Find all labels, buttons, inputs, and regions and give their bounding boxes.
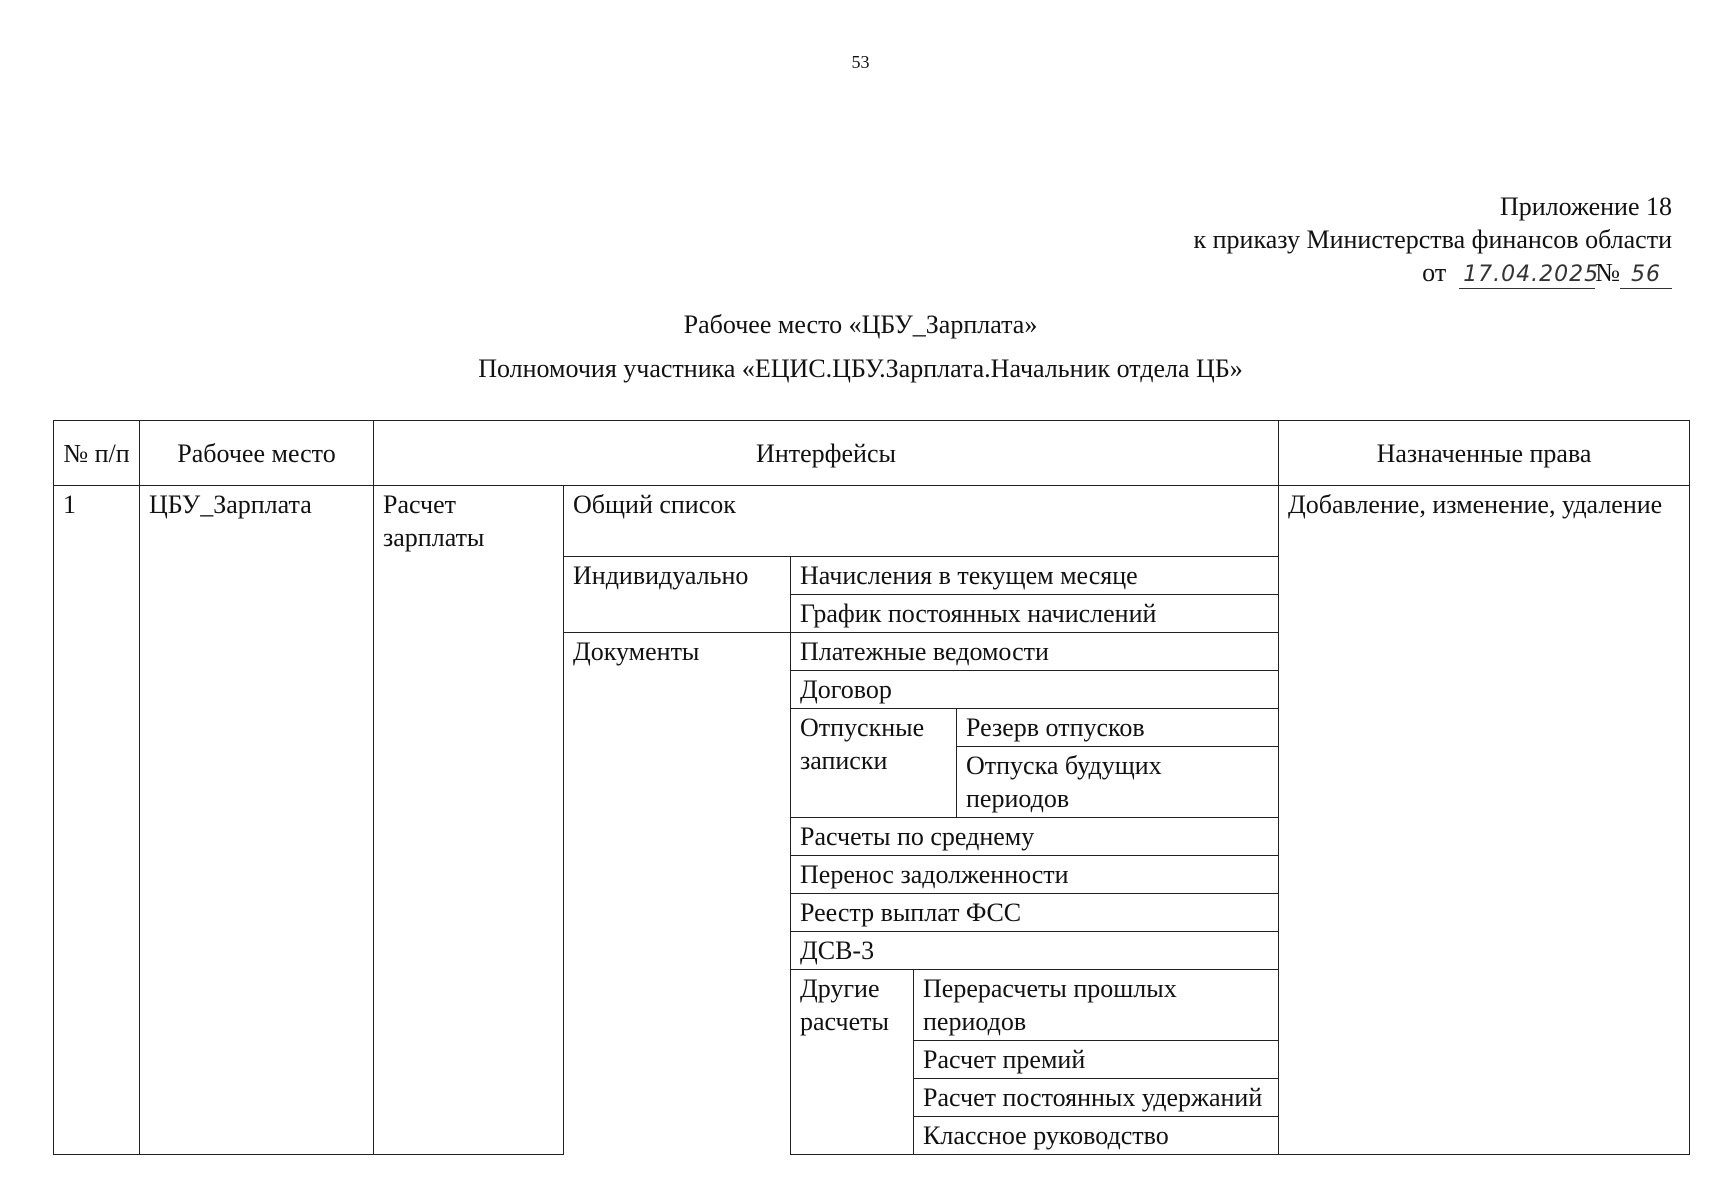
cell-other-calc-item: Расчет премий (914, 1040, 1279, 1078)
appendix-title: Приложение 18 (1499, 192, 1672, 221)
header-interfaces: Интерфейсы (374, 421, 1279, 486)
cell-individual-item: Начисления в текущем месяце (791, 556, 1279, 594)
appendix-date-line (1194, 256, 1673, 289)
cell-workplace: ЦБУ_Зарплата (140, 486, 374, 557)
document-subtitle: Полномочия участника «ЕЦИС.ЦБУ.Зарплата.Начальник отдела ЦБ» (478, 354, 1243, 383)
table-row (54, 632, 1690, 670)
cell-vacation-item: Резерв отпусков (957, 708, 1279, 746)
permissions-table (53, 420, 1690, 1155)
cell-debt-transfer: Перенос задолженности (791, 855, 1279, 893)
table-row (54, 817, 1690, 855)
cell-average-calc: Расчеты по среднему (791, 817, 1279, 855)
table-row (54, 931, 1690, 969)
cell-individual-item: График постоянных начислений (791, 594, 1279, 632)
cell-documents: Документы (564, 632, 791, 1154)
table-row (54, 594, 1690, 632)
header-rights: Назначенные права (1279, 421, 1690, 486)
from-label: от (1422, 258, 1447, 287)
table-header-row (54, 421, 1690, 486)
cell-other-calc-item: Классное руководство (914, 1116, 1279, 1154)
appendix-order: к приказу Министерства финансов области (1193, 225, 1672, 254)
cell-contract: Договор (791, 670, 1279, 708)
cell-payment-statements: Платежные ведомости (791, 632, 1279, 670)
header-num: № п/п (54, 421, 140, 486)
cell-general-list: Общий список (564, 486, 1279, 557)
table-row (54, 556, 1690, 594)
table-row (54, 486, 1690, 557)
cell-vacation-notes: Отпускные записки (791, 708, 957, 817)
header-workplace: Рабочее место (140, 421, 374, 486)
cell-vacation-item: Отпуска будущих периодов (957, 746, 1279, 817)
cell-other-calc-item: Расчет постоянных удержаний (914, 1078, 1279, 1116)
table-row (54, 893, 1690, 931)
table-row (54, 855, 1690, 893)
appendix-block (1194, 190, 1673, 289)
handwritten-date: 17.04.2025 (1459, 262, 1595, 289)
table-row (54, 969, 1690, 1040)
table-row (54, 708, 1690, 746)
cell-fss-registry: Реестр выплат ФСС (791, 893, 1279, 931)
cell-other-calc-item: Перерасчеты прошлых периодов (914, 969, 1279, 1040)
handwritten-number: 56 (1620, 262, 1672, 289)
cell-section: Расчет зарплаты (374, 486, 564, 557)
document-title: Рабочее место «ЦБУ_Зарплата» (683, 310, 1038, 339)
cell-dsv3: ДСВ-3 (791, 931, 1279, 969)
cell-other-calcs: Другие расчеты (791, 969, 914, 1154)
cell-rights: Добавление, изменение, удаление (1279, 486, 1690, 557)
cell-num: 1 (54, 486, 140, 557)
table-row (54, 670, 1690, 708)
cell-individual: Индивидуально (564, 556, 791, 632)
page-number: 53 (851, 52, 870, 72)
number-label: № (1595, 258, 1620, 287)
